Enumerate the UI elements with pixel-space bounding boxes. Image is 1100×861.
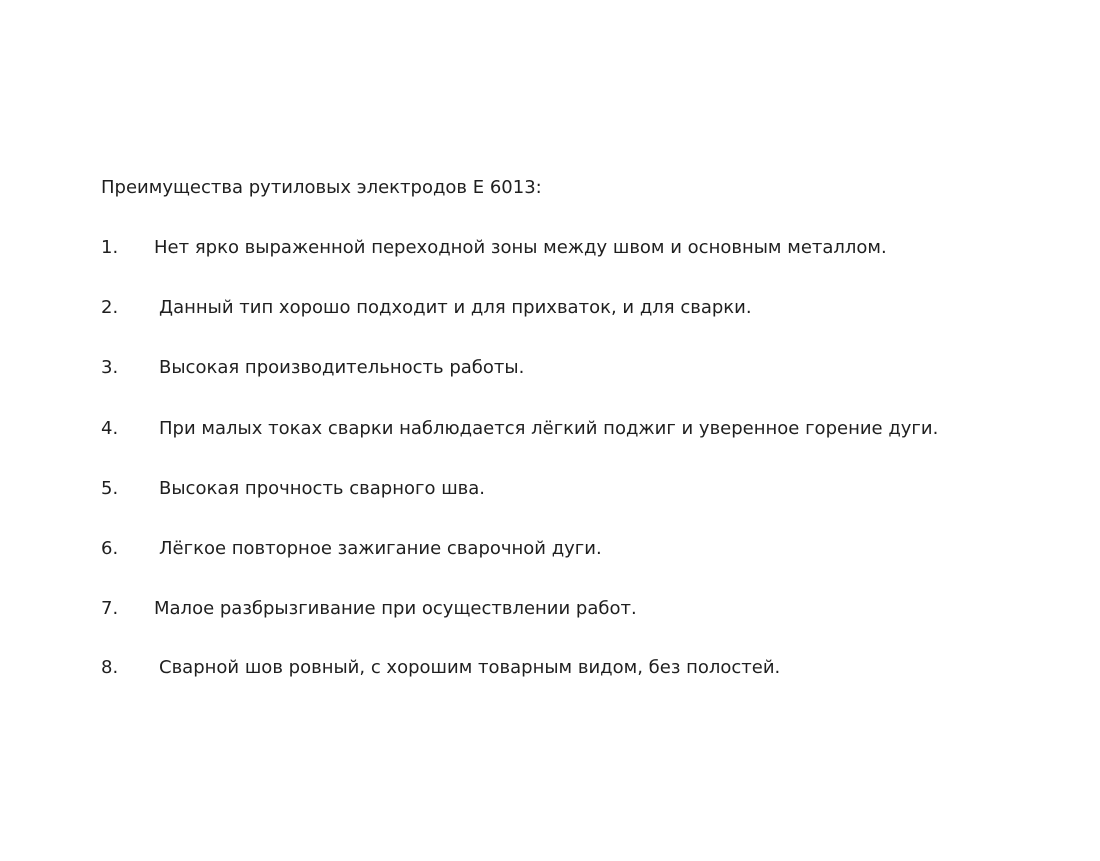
list-item-text: Высокая производительность работы.: [159, 357, 525, 378]
list-item-number: 3.: [101, 357, 119, 378]
list-item-text: Нет ярко выраженной переходной зоны между швом и основным металлом.: [154, 237, 887, 258]
list-item-number: 1.: [101, 237, 119, 258]
list-item-text: При малых токах сварки наблюдается лёгкий поджиг и уверенное горение дуги.: [159, 418, 939, 439]
list-item-number: 6.: [101, 538, 119, 559]
list-item-text: Данный тип хорошо подходит и для прихваток, и для сварки.: [159, 297, 752, 318]
list-item-text: Лёгкое повторное зажигание сварочной дуги.: [159, 538, 602, 559]
list-item-text: Малое разбрызгивание при осуществлении работ.: [154, 598, 637, 619]
list-item-number: 2.: [101, 297, 119, 318]
list-item-number: 5.: [101, 478, 119, 499]
list-item-number: 7.: [101, 598, 119, 619]
list-item-number: 8.: [101, 657, 119, 678]
list-heading: Преимущества рутиловых электродов Е 6013:: [101, 177, 542, 198]
list-item-text: Сварной шов ровный, с хорошим товарным видом, без полостей.: [159, 657, 781, 678]
list-item-number: 4.: [101, 418, 119, 439]
list-item-text: Высокая прочность сварного шва.: [159, 478, 486, 499]
